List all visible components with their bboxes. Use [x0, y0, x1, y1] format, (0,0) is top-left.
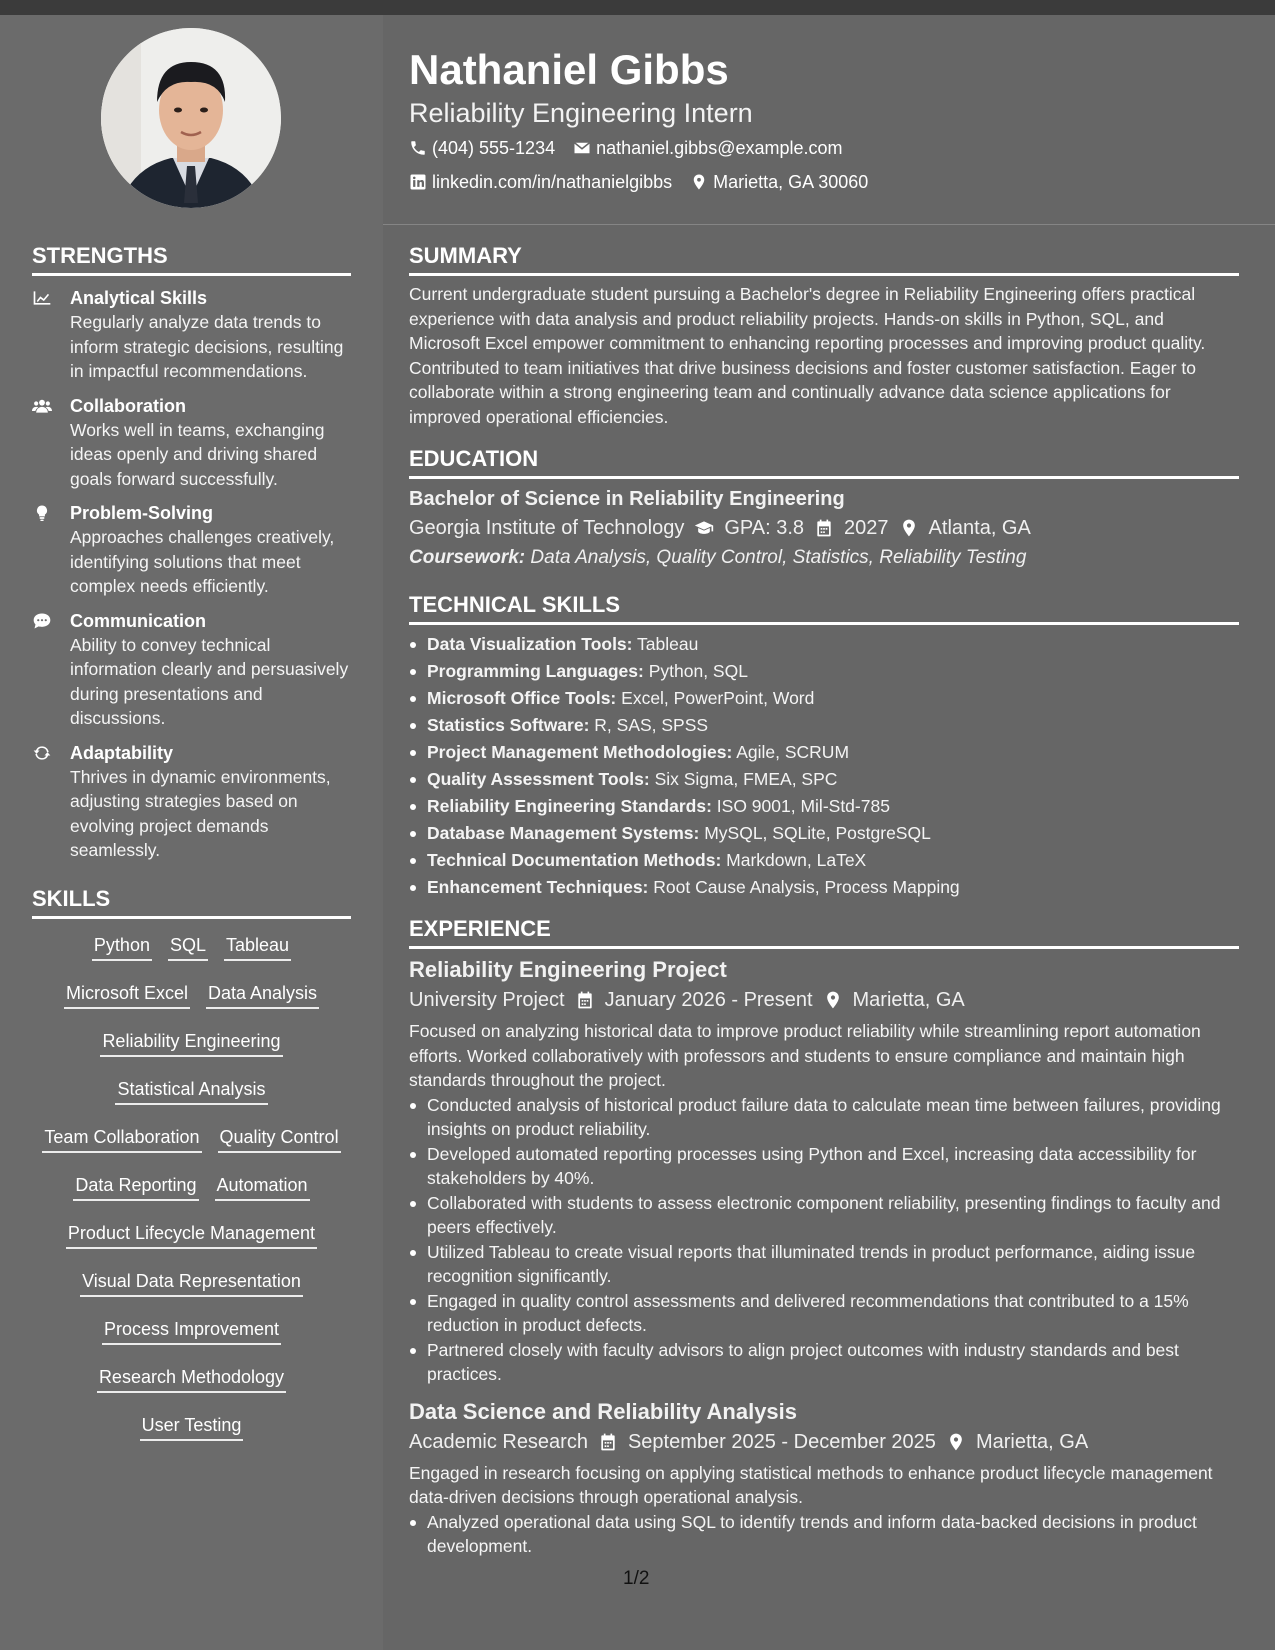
contact-phone	[409, 132, 555, 164]
email-text[interactable]: nathaniel.gibbs@example.com	[596, 138, 843, 158]
job-dates: September 2025 - December 2025	[627, 1430, 936, 1453]
job-org: University Project	[409, 989, 565, 1011]
location-text: Marietta, GA 30060	[713, 172, 869, 192]
skill-tag: Tableau	[224, 927, 291, 961]
strength-item	[32, 741, 351, 863]
lightbulb-icon	[32, 504, 52, 522]
comment-icon	[32, 612, 52, 630]
strength-item	[32, 286, 351, 384]
skill-tag: Data Reporting	[73, 1167, 198, 1201]
strength-item	[32, 394, 351, 492]
education-degree: Bachelor of Science in Reliability Engineering	[409, 488, 845, 510]
strength-desc: Works well in teams, exchanging ideas openly and driving shared goals forward successfully.	[70, 419, 325, 489]
strengths-heading: STRENGTHS	[32, 242, 351, 276]
strength-title: Collaboration	[70, 395, 186, 416]
experience-heading: EXPERIENCE	[409, 915, 1239, 949]
job-bullets	[409, 1093, 1239, 1387]
strength-desc: Approaches challenges creatively, identifying solutions that meet complex needs efficiently.	[70, 527, 335, 596]
job-bullets	[409, 1510, 1239, 1559]
list-item	[409, 874, 1239, 901]
map-marker-icon	[690, 173, 708, 191]
list-item	[409, 631, 1239, 658]
right-column	[409, 242, 1239, 1559]
skill-value: Six Sigma, FMEA, SPC	[654, 769, 838, 789]
strength-title: Adaptability	[70, 742, 174, 763]
contact-linkedin[interactable]	[409, 166, 672, 198]
skill-label: Statistics Software:	[427, 715, 590, 735]
strength-item	[32, 501, 351, 599]
education-meta	[409, 513, 1239, 543]
summary-heading: SUMMARY	[409, 242, 1239, 276]
left-column	[32, 242, 351, 1455]
skill-tag: Team Collaboration	[42, 1119, 201, 1153]
coursework-label: Coursework:	[409, 547, 526, 568]
skill-label: Project Management Methodologies:	[427, 742, 733, 762]
strength-title: Communication	[70, 610, 207, 631]
strength-title: Problem-Solving	[70, 503, 214, 523]
users-icon	[32, 397, 52, 415]
list-item	[409, 685, 1239, 712]
calendar-icon	[598, 1432, 618, 1452]
header-divider	[383, 224, 1275, 225]
education-coursework	[409, 543, 1239, 573]
skill-value: MySQL, SQLite, PostgreSQL	[704, 823, 931, 843]
education-gpa: GPA: 3.8	[724, 517, 805, 539]
skill-tag: Research Methodology	[97, 1359, 286, 1393]
list-item	[409, 712, 1239, 739]
job-summary: Engaged in research focusing on applying statistical methods to enhance product lifecycle management data-driven decisions through operational analysis.	[409, 1462, 1213, 1507]
list-item	[409, 820, 1239, 847]
skill-value: Tableau	[637, 634, 699, 654]
technical-skills-heading: TECHNICAL SKILLS	[409, 591, 1239, 625]
sync-icon	[32, 744, 52, 762]
list-item: Developed automated reporting processes using Python and Excel, increasing data accessibility for stakeholders by 40%.	[409, 1142, 1239, 1191]
contact-email[interactable]	[573, 132, 842, 164]
contact-row-1	[409, 132, 1229, 164]
skill-tag: Visual Data Representation	[80, 1263, 303, 1297]
job-summary: Focused on analyzing historical data to improve product reliability while streamlining report automation efforts. Worked collaboratively with professors and students to ensure compliance and maintain high standards throughout the project.	[409, 1021, 1201, 1090]
contact-location	[690, 166, 868, 198]
skill-value: Root Cause Analysis, Process Mapping	[653, 877, 960, 897]
job-location: Marietta, GA	[852, 989, 965, 1011]
technical-skills-list	[409, 631, 1239, 901]
graduation-cap-icon	[694, 518, 714, 538]
candidate-name: Nathaniel Gibbs	[409, 46, 729, 93]
job-meta	[409, 985, 1239, 1015]
skill-tag: Data Analysis	[206, 975, 319, 1009]
job-location: Marietta, GA	[975, 1430, 1089, 1453]
strength-item	[32, 609, 351, 731]
list-item: Engaged in quality control assessments and delivered recommendations that contributed to a 15% reduction in product defects.	[409, 1289, 1239, 1338]
strength-title: Analytical Skills	[70, 288, 208, 308]
skill-value: Python, SQL	[648, 661, 748, 681]
phone-icon	[409, 139, 427, 157]
skills-list	[32, 927, 351, 1455]
skill-tag: Process Improvement	[102, 1311, 281, 1345]
skill-tag: Product Lifecycle Management	[66, 1215, 317, 1249]
list-item: Conducted analysis of historical product failure data to calculate mean time between failures, providing insights on product reliability.	[409, 1093, 1239, 1142]
list-item: Partnered closely with faculty advisors to align project outcomes with industry standards and best practices.	[409, 1338, 1239, 1387]
map-marker-icon	[899, 518, 919, 538]
skill-tag: Automation	[215, 1167, 310, 1201]
job-meta	[409, 1427, 1239, 1457]
list-item	[409, 766, 1239, 793]
calendar-icon	[814, 518, 834, 538]
phone-text: (404) 555-1234	[432, 138, 556, 158]
skill-value: ISO 9001, Mil-Std-785	[716, 796, 890, 816]
skill-label: Enhancement Techniques:	[427, 877, 649, 897]
job-title: Reliability Engineering Project	[409, 957, 727, 982]
skill-tag: User Testing	[140, 1407, 244, 1441]
list-item: Collaborated with students to assess electronic component reliability, presenting findings to faculty and peers effectively.	[409, 1191, 1239, 1240]
list-item: Analyzed operational data using SQL to identify trends and inform data-backed decisions in product development.	[409, 1510, 1239, 1559]
map-marker-icon	[946, 1432, 966, 1452]
strength-desc: Regularly analyze data trends to inform strategic decisions, resulting in impactful recommendations.	[70, 312, 344, 381]
skill-value: Markdown, LaTeX	[726, 850, 867, 870]
skill-value: R, SAS, SPSS	[594, 715, 709, 735]
chart-line-icon	[32, 289, 52, 307]
skill-label: Programming Languages:	[427, 661, 644, 681]
education-location: Atlanta, GA	[928, 517, 1031, 539]
skills-heading: SKILLS	[32, 885, 351, 919]
skill-label: Reliability Engineering Standards:	[427, 796, 712, 816]
candidate-title: Reliability Engineering Intern	[409, 98, 753, 128]
education-heading: EDUCATION	[409, 445, 1239, 479]
strength-desc: Ability to convey technical information clearly and persuasively during presentations and discussions.	[70, 634, 349, 728]
summary-text: Current undergraduate student pursuing a Bachelor's degree in Reliability Engineering offers practical experience with data analysis and product reliability projects. Hands-on skills in Python, SQL, and Microsoft Excel empower commitment to enhancing reporting processes and improving product quality. Contributed to team initiatives that drive business decisions and foster customer satisfaction. Eager to collaborate within a strong engineering team and continually advance data science applications for improved operational efficiencies.	[409, 284, 1206, 427]
skill-label: Database Management Systems:	[427, 823, 700, 843]
coursework-list: Data Analysis, Quality Control, Statistics, Reliability Testing	[530, 547, 1027, 568]
list-item	[409, 847, 1239, 874]
envelope-icon	[573, 139, 591, 157]
list-item	[409, 658, 1239, 685]
education-school: Georgia Institute of Technology	[409, 517, 685, 539]
strength-desc: Thrives in dynamic environments, adjusting strategies based on evolving project demands seamlessly.	[70, 766, 331, 860]
profile-photo	[101, 28, 281, 208]
skill-tag: SQL	[168, 927, 208, 961]
skill-tag: Python	[92, 927, 152, 961]
job-dates: January 2026 - Present	[604, 989, 813, 1011]
skill-label: Microsoft Office Tools:	[427, 688, 617, 708]
skill-value: Excel, PowerPoint, Word	[621, 688, 815, 708]
list-item	[409, 739, 1239, 766]
linkedin-icon	[409, 173, 427, 191]
education-year: 2027	[844, 517, 889, 539]
skill-tag: Statistical Analysis	[115, 1071, 267, 1105]
page-number: 1/2	[623, 1568, 650, 1589]
skill-tag: Reliability Engineering	[100, 1023, 282, 1057]
linkedin-text[interactable]: linkedin.com/in/nathanielgibbs	[432, 172, 673, 192]
calendar-icon	[575, 990, 595, 1010]
list-item: Utilized Tableau to create visual reports that illuminated trends in product performance, aiding issue recognition significantly.	[409, 1240, 1239, 1289]
skill-value: Agile, SCRUM	[736, 742, 850, 762]
skill-label: Technical Documentation Methods:	[427, 850, 722, 870]
list-item	[409, 793, 1239, 820]
skill-label: Quality Assessment Tools:	[427, 769, 650, 789]
top-bar	[0, 0, 1275, 15]
skill-tag: Microsoft Excel	[64, 975, 190, 1009]
map-marker-icon	[823, 990, 843, 1010]
job-title: Data Science and Reliability Analysis	[409, 1398, 798, 1424]
skill-label: Data Visualization Tools:	[427, 634, 633, 654]
job-org: Academic Research	[409, 1430, 588, 1453]
resume-header	[409, 44, 1229, 198]
skill-tag: Quality Control	[218, 1119, 341, 1153]
contact-row-2	[409, 166, 1229, 198]
